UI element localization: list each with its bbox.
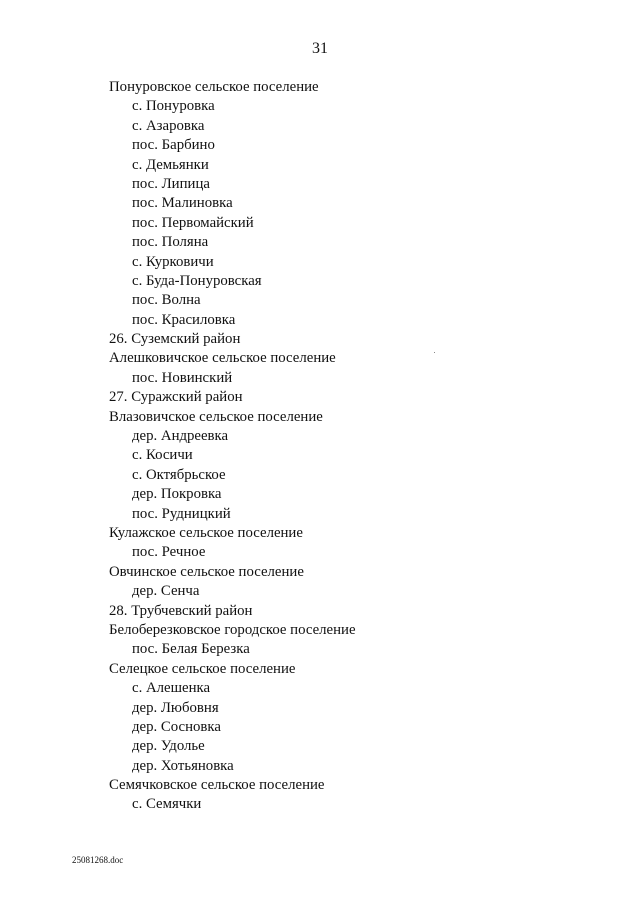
settlement-entry: пос. Белая Березка xyxy=(132,641,250,658)
section-heading: Белоберезковское городское поселение xyxy=(109,621,356,638)
settlement-entry: пос. Барбино xyxy=(132,137,215,154)
settlement-entry: пос. Волна xyxy=(132,292,201,309)
settlement-entry: с. Буда-Понуровская xyxy=(132,272,262,289)
page-number: 31 xyxy=(312,40,328,57)
settlement-entry: дер. Сенча xyxy=(132,583,200,600)
settlement-entry: с. Алешенка xyxy=(132,680,211,697)
section-heading: Влазовичское сельское поселение xyxy=(109,408,323,425)
document-body xyxy=(109,78,569,815)
settlement-entry: пос. Новинский xyxy=(132,369,233,386)
settlement-entry: пос. Красиловка xyxy=(132,311,236,328)
settlement-entry: дер. Хотьяновка xyxy=(132,757,234,774)
section-heading: 27. Суражский район xyxy=(109,389,243,406)
settlement-entry: пос. Речное xyxy=(132,544,206,561)
settlement-entry: пос. Поляна xyxy=(132,234,209,251)
section-heading: Понуровское сельское поселение xyxy=(109,79,319,95)
settlement-entry: с. Семячки xyxy=(132,796,202,813)
section-heading: Селецкое сельское поселение xyxy=(109,660,296,677)
section-heading: Алешковичское сельское поселение xyxy=(109,350,336,367)
settlement-entry: с. Курковичи xyxy=(132,253,214,270)
settlement-entry: пос. Первомайский xyxy=(132,214,254,231)
section-heading: Кулажское сельское поселение xyxy=(109,524,303,541)
section-heading: Семячковское сельское поселение xyxy=(109,777,325,794)
scan-speck xyxy=(434,352,435,353)
settlement-entry: дер. Сосновка xyxy=(132,718,221,735)
settlement-entry: дер. Покровка xyxy=(132,486,222,503)
settlement-entry: пос. Малиновка xyxy=(132,195,233,212)
settlement-entry: дер. Удолье xyxy=(132,738,205,755)
section-heading: Овчинское сельское поселение xyxy=(109,563,304,580)
footer-filename: 25081268.doc xyxy=(72,855,124,865)
settlement-entry: с. Косичи xyxy=(132,447,193,464)
settlement-entry: пос. Рудницкий xyxy=(132,505,231,522)
section-heading: 28. Трубчевский район xyxy=(109,602,253,619)
settlement-entry: дер. Любовня xyxy=(132,699,219,716)
settlement-entry: с. Понуровка xyxy=(132,98,215,115)
settlement-entry: с. Октябрьское xyxy=(132,466,226,483)
settlement-entry: дер. Андреевка xyxy=(132,428,229,445)
settlement-entry: с. Азаровка xyxy=(132,117,205,134)
settlement-entry: пос. Липица xyxy=(132,175,210,192)
settlement-entry: с. Демьянки xyxy=(132,156,209,173)
section-heading: 26. Суземский район xyxy=(109,331,241,348)
